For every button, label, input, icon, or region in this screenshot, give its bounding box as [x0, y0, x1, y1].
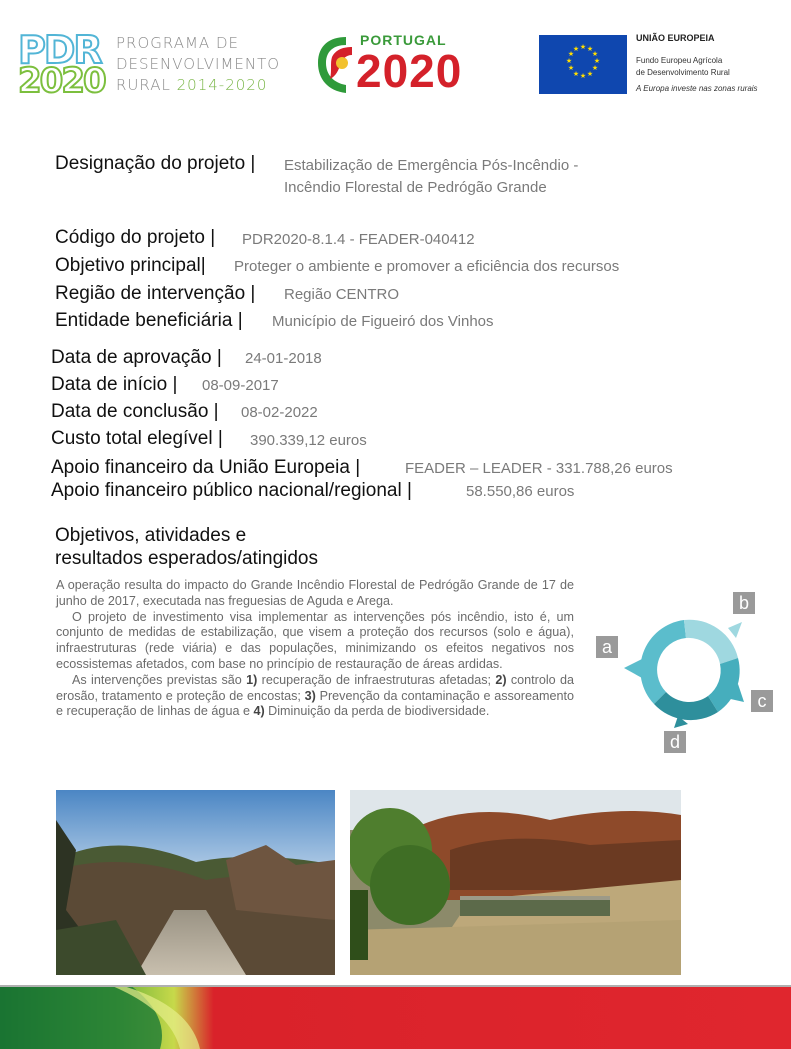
designacao-value-2: Incêndio Florestal de Pedrógão Grande [284, 179, 547, 196]
codigo-label: Código do projeto | [55, 227, 216, 248]
apoio-nac-label: Apoio financeiro público nacional/regional | [51, 480, 412, 501]
objetivo-value: Proteger o ambiente e promover a eficiência dos recursos [234, 258, 620, 275]
aprovacao-label: Data de aprovação | [51, 347, 222, 368]
svg-text:★: ★ [567, 64, 575, 72]
designacao-value-1: Estabilização de Emergência Pós-Incêndio - [284, 157, 579, 174]
objectives-text: A operação resulta do impacto do Grande Incêndio Florestal de Pedrógão Grande de 17 de junho de 2017, executada nas freguesias de Aguda e Arega. O projeto de investimento visa implementar as intervenções pós incêndio, isto é, um conjunto de medidas de estabilização, que visem a proteção dos recursos (solo e água), infraestruturas (rede viária) e das populações, minimizando os efeitos negativos nos ecossistemas afetados, com base no princípio de restauração de áreas ardidas. As intervenções previstas são 1) recuperação de infraestruturas afetadas; 2) controlo da erosão, tratamento e proteção de encostas; 3) Prevenção da contaminação e assoreamento e recuperação de linhas de água e 4) Diminuição da perda de biodiversidade. [56, 578, 575, 719]
inicio-value: 08-09-2017 [202, 377, 279, 394]
apoio-ue-value: FEADER – LEADER - 331.788,26 euros [405, 460, 673, 477]
entidade-value: Município de Figueiró dos Vinhos [272, 313, 494, 330]
entidade-label: Entidade beneficiária | [55, 310, 243, 331]
eu-line1: Fundo Europeu Agrícola [636, 56, 723, 65]
footer-band [0, 985, 791, 1049]
cycle-label-d: d [664, 731, 686, 753]
aprovacao-value: 24-01-2018 [245, 350, 322, 367]
objetivo-label: Objetivo principal| [55, 255, 206, 276]
svg-text:★: ★ [572, 70, 580, 78]
objectives-title: Objetivos, atividades e resultados esperados/atingidos [55, 525, 319, 569]
cycle-arrow-b [728, 622, 742, 638]
cycle-segment-b [684, 620, 738, 664]
eu-line3: A Europa investe nas zonas rurais [636, 84, 758, 93]
regiao-label: Região de intervenção | [55, 283, 256, 304]
cycle-label-b: b [733, 592, 755, 614]
eu-flag-icon [539, 35, 627, 94]
custo-value: 390.339,12 euros [250, 432, 367, 449]
conclusao-label: Data de conclusão | [51, 401, 219, 422]
svg-text:★: ★ [593, 57, 601, 65]
svg-text:★: ★ [567, 50, 575, 58]
pdr2020-logo [18, 28, 283, 101]
cycle-arrow-a [624, 658, 644, 678]
photo-burnt-forest-road [56, 790, 335, 975]
eu-line2: de Desenvolvimento Rural [636, 68, 730, 77]
cycle-segment-a [640, 620, 686, 704]
cycle-label-a: a [596, 636, 618, 658]
svg-text:★: ★ [586, 70, 594, 78]
designacao-label: Designação do projeto | [55, 153, 256, 174]
svg-text:★: ★ [579, 72, 587, 80]
codigo-value: PDR2020-8.1.4 - FEADER-040412 [242, 231, 475, 248]
svg-text:★: ★ [572, 45, 580, 53]
apoio-ue-label: Apoio financeiro da União Europeia | [51, 457, 361, 478]
svg-text:★: ★ [579, 43, 587, 51]
portugal-emblem-icon [312, 33, 356, 93]
pdr2020-mark: PDR 2020 [18, 28, 105, 101]
conclusao-value: 08-02-2022 [241, 404, 318, 421]
svg-text:★: ★ [565, 57, 573, 65]
pdr2020-text: PROGRAMA DE DESENVOLVIMENTO RURAL 2014-2020 [116, 34, 281, 94]
custo-label: Custo total elegível | [51, 428, 223, 449]
portugal2020-logo: PORTUGAL 2020 [312, 31, 512, 95]
svg-text:★: ★ [586, 45, 594, 53]
cycle-diagram [592, 590, 782, 760]
apoio-nac-value: 58.550,86 euros [466, 483, 575, 500]
svg-text:★: ★ [591, 50, 599, 58]
svg-text:★: ★ [591, 64, 599, 72]
interventions-paragraph: As intervenções previstas são 1) recuperação de infraestruturas afetadas; 2) controlo da erosão, tratamento e proteção de encostas; 3) Prevenção da contaminação e assoreamento e recuperação de linhas de água e 4) Diminuição da perda de biodiversidade. [56, 672, 575, 719]
photo-reservoir-burnt-hillside [350, 790, 681, 975]
inicio-label: Data de início | [51, 374, 178, 395]
regiao-value: Região CENTRO [284, 286, 400, 303]
cycle-label-c: c [751, 690, 773, 712]
eu-title: UNIÃO EUROPEIA [636, 33, 715, 43]
